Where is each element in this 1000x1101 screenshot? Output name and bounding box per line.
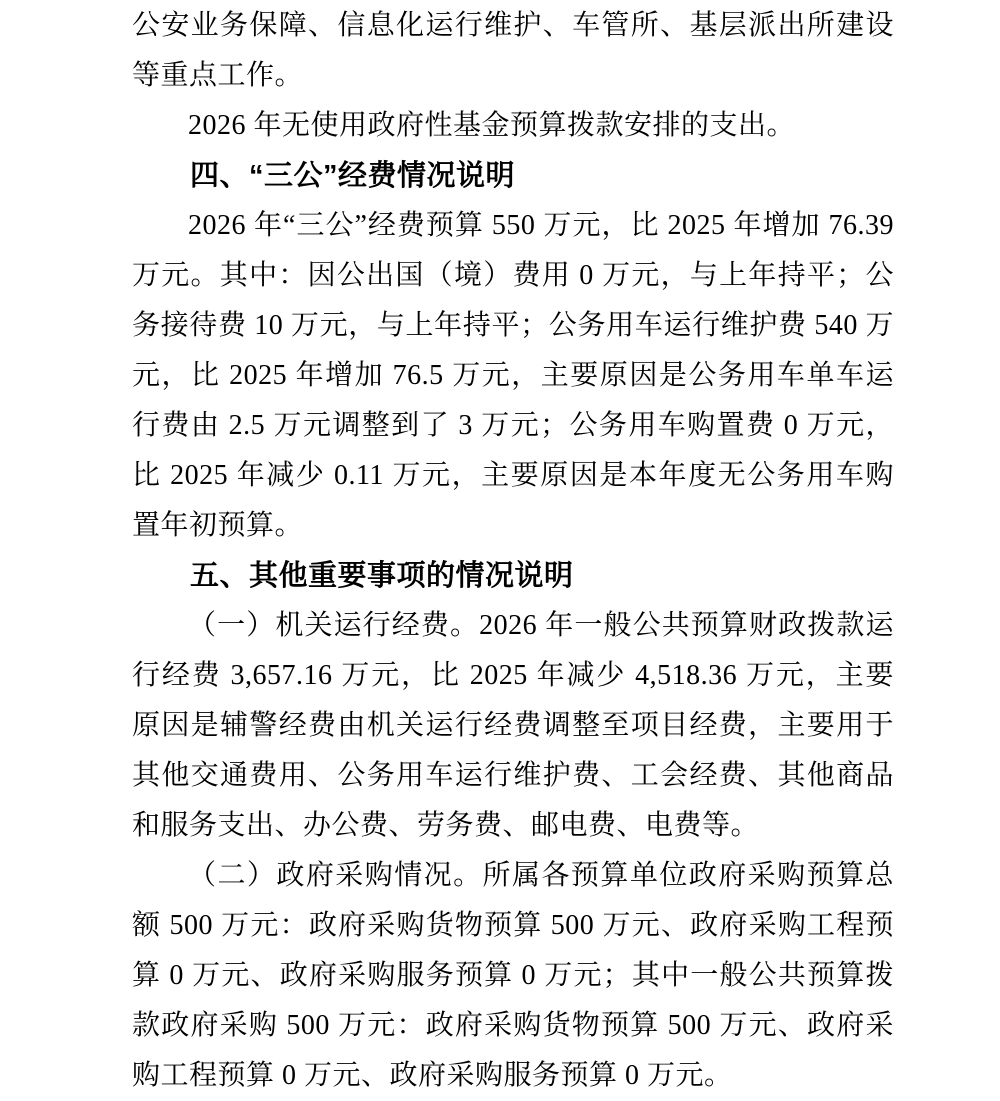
section-heading-three-public-expenses: 四、“三公”经费情况说明 (190, 160, 516, 192)
section-heading-other-important-matters: 五、其他重要事项的情况说明 (190, 560, 574, 592)
body-paragraph-three-public-expenses-detail: 2026 年“三公”经费预算 550 万元，比 2025 年增加 76.39 万元。其中：因公出国（境）费用 0 万元，与上年持平；公务接待费 10 万元，与上年持平；公务用车运行维护费 540 万元，比 2025 年增加 76.5 万元，主要原因是公务用车单车运行费由 2.5 万元调整到了 3 万元；公务用车购置费 0 万元，比 2025 年减少 0.11 万元，主要原因是本年度无公务用车购置年初预算。 (132, 210, 894, 541)
body-paragraph-agency-operating-expenses: （一）机关运行经费。2026 年一般公共预算财政拨款运行经费 3,657.16 万元，比 2025 年减少 4,518.36 万元，主要原因是辅警经费由机关运行经费调整至项目经费，主要用于其他交通费用、公务用车运行维护费、工会经费、其他商品和服务支出、办公费、劳务费、邮电费、电费等。 (132, 610, 894, 841)
body-paragraph-government-fund-budget: 2026 年无使用政府性基金预算拨款安排的支出。 (188, 110, 796, 141)
body-paragraph-carryover: 公安业务保障、信息化运行维护、车管所、基层派出所建设等重点工作。 (132, 10, 894, 91)
body-paragraph-government-procurement: （二）政府采购情况。所属各预算单位政府采购预算总额 500 万元：政府采购货物预算 500 万元、政府采购工程预算 0 万元、政府采购服务预算 0 万元；其中一般公共预算拨款政府采购 500 万元：政府采购货物预算 500 万元、政府采购工程预算 0 万元、政府采购服务预算 0 万元。 (132, 860, 894, 1091)
